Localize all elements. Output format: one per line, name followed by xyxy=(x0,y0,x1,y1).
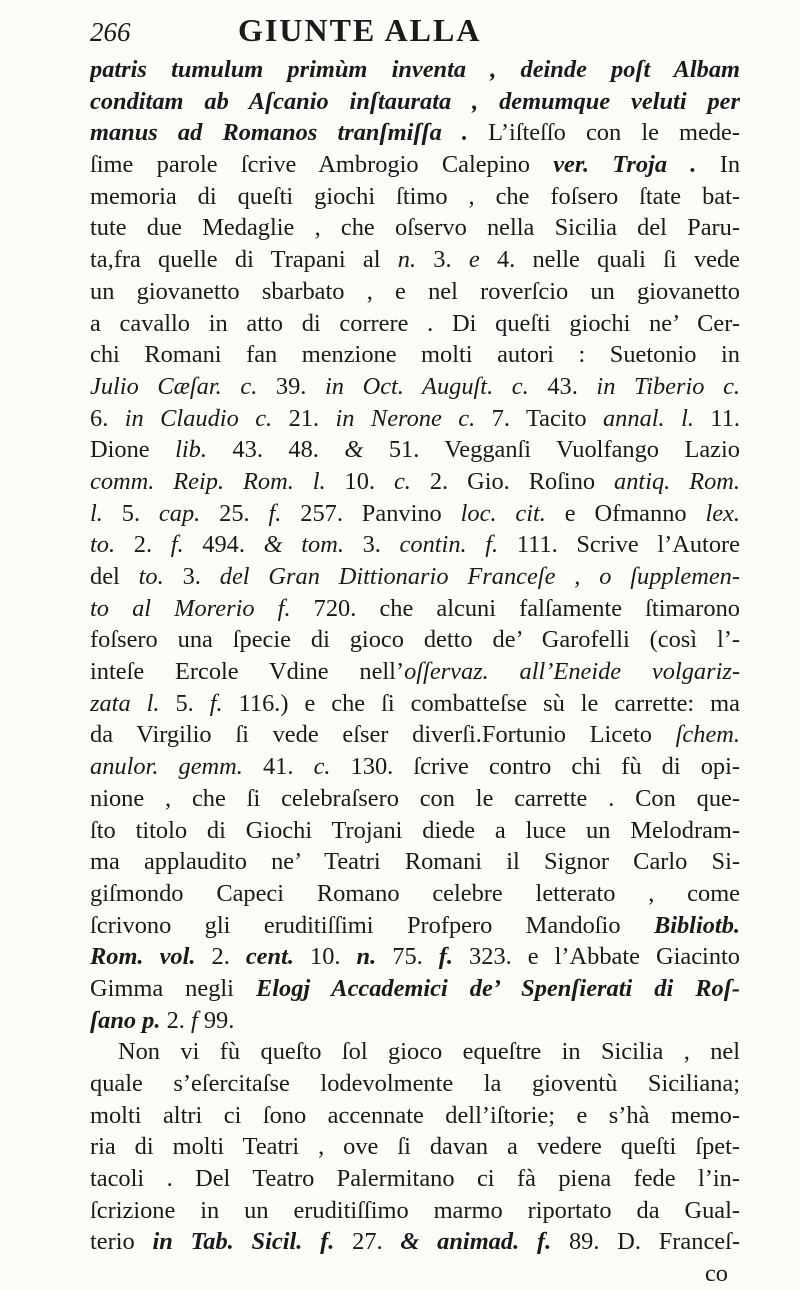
text-line xyxy=(90,434,740,466)
text-segment: 5. xyxy=(102,499,159,527)
text-segment: to. xyxy=(90,531,116,559)
text-segment: ver. Troja . xyxy=(553,151,697,179)
text-segment: & xyxy=(344,436,364,464)
text-line xyxy=(90,941,740,973)
text-segment: 116.) e che ſi combatteſse sù le carrette: ma xyxy=(222,689,740,717)
text-segment: 4. nelle quali ſi vede xyxy=(479,246,740,274)
text-line xyxy=(90,371,740,403)
text-segment: 130. ſcrive contro chi fù di opi- xyxy=(330,753,740,781)
text-segment: ſano p. xyxy=(90,1006,161,1034)
text-segment: Dione xyxy=(90,436,176,464)
text-segment: inteſe Ercole Vdine nell’ xyxy=(90,658,405,686)
text-segment: tacoli . Del Teatro Palermitano ci fà piena fede l’in- xyxy=(90,1165,740,1193)
text-segment: ſchem. xyxy=(675,721,740,749)
text-line xyxy=(90,561,740,593)
text-segment: f. xyxy=(438,943,454,971)
text-line xyxy=(90,846,740,878)
text-segment: n. xyxy=(397,246,417,274)
text-segment: 10. xyxy=(293,943,357,971)
text-segment: 43. 48. xyxy=(206,436,345,464)
text-segment: e xyxy=(468,246,480,274)
text-segment: 257. Panvino xyxy=(281,499,461,527)
text-line xyxy=(90,783,740,815)
text-segment: 2. Gio. Roſino xyxy=(410,467,615,495)
text-segment: & animad. f. xyxy=(400,1228,552,1256)
text-segment: In xyxy=(696,151,740,179)
text-segment: ſto titolo di Giochi Trojani diede a luce un Melodram- xyxy=(90,816,740,844)
text-segment: a cavallo in atto di correre . Di queſti giochi ne’ Cer- xyxy=(90,309,740,337)
text-segment: zata l. xyxy=(90,689,160,717)
text-line xyxy=(90,466,740,498)
text-line xyxy=(90,624,740,656)
text-segment: 2. xyxy=(160,1006,191,1034)
text-segment: lib. xyxy=(175,436,207,464)
text-segment: 111. Scrive l’Autore xyxy=(498,531,740,559)
text-segment: 2. xyxy=(195,943,246,971)
text-segment: da Virgilio ſi vede eſser diverſi.Fortunio Liceto xyxy=(90,721,676,749)
text-segment: f xyxy=(190,1006,198,1034)
text-line xyxy=(90,308,740,340)
text-segment: chi Romani fan menzione molti autori : Suetonio in xyxy=(90,341,740,369)
text-line xyxy=(90,973,740,1005)
text-segment: molti altri ci ſono accennate dell’iſtorie; e s’hà memo- xyxy=(90,1101,740,1129)
text-segment: & tom. xyxy=(263,531,344,559)
text-segment: 5. xyxy=(159,689,210,717)
text-segment: 323. e l’Abbate Giacinto xyxy=(453,943,740,971)
text-line xyxy=(90,181,740,213)
text-segment: n. xyxy=(356,943,377,971)
text-line xyxy=(90,719,740,751)
text-segment: L’iſteſſo con le mede- xyxy=(468,119,740,147)
text-line xyxy=(90,1163,740,1195)
text-segment: 41. xyxy=(242,753,314,781)
text-line xyxy=(90,656,740,688)
text-line xyxy=(90,688,740,720)
text-line xyxy=(90,244,740,276)
text-segment: 25. xyxy=(200,499,269,527)
text-segment: in Oct. Auguſt. c. xyxy=(325,372,529,400)
text-segment: e Ofmanno xyxy=(545,499,706,527)
page-number: 266 xyxy=(90,17,131,47)
text-segment: anulor. gemm. xyxy=(90,753,243,781)
text-segment: 10. xyxy=(325,467,394,495)
text-segment: f. xyxy=(268,499,282,527)
text-segment: 3. xyxy=(416,246,469,274)
page-header xyxy=(90,12,760,52)
text-segment: in Tiberio c. xyxy=(596,372,740,400)
text-segment: 6. xyxy=(90,404,125,432)
text-segment: tute due Medaglie , che oſservo nella Sicilia del Paru- xyxy=(90,214,740,242)
text-segment: nione , che ſi celebraſsero con le carrette . Con que- xyxy=(90,784,740,812)
text-line xyxy=(90,593,740,625)
text-line xyxy=(90,910,740,942)
text-segment: 21. xyxy=(272,404,336,432)
text-segment: c. xyxy=(313,753,331,781)
text-segment: lex. xyxy=(705,499,740,527)
text-segment: del xyxy=(90,563,139,590)
text-segment: ria di molti Teatri , ove ſi davan a vedere queſti ſpet- xyxy=(90,1133,740,1161)
text-line xyxy=(90,403,740,435)
text-line xyxy=(90,751,740,783)
text-segment: 2. xyxy=(115,531,171,559)
text-line xyxy=(90,339,740,371)
text-segment: un giovanetto sbarbato , e nel roverſcio un giovanetto xyxy=(90,277,740,305)
text-line xyxy=(90,276,740,308)
text-line xyxy=(90,815,740,847)
text-line xyxy=(90,1131,740,1163)
text-segment: annal. l. xyxy=(602,404,694,432)
text-segment: ſcrizione in un eruditiſſimo marmo riportato da Gual- xyxy=(90,1196,740,1224)
text-segment: Rom. vol. xyxy=(90,943,196,971)
text-line xyxy=(90,54,740,86)
text-segment: in Claudio c. xyxy=(124,404,273,432)
text-segment: quale s’eſercitaſse lodevolmente la gioventù Siciliana; xyxy=(90,1070,740,1097)
text-segment: terio xyxy=(90,1228,153,1256)
text-segment: to. xyxy=(138,563,164,590)
text-segment: l. xyxy=(90,499,103,527)
text-segment: cent. xyxy=(245,943,294,971)
text-line xyxy=(90,212,740,244)
text-segment: conditam ab Aſcanio inſtaurata , demumque veluti per xyxy=(90,87,740,115)
text-segment: oſſervaz. all’Eneide volgariz- xyxy=(404,658,740,686)
text-segment: f. xyxy=(209,689,223,717)
text-line xyxy=(90,529,740,561)
text-segment: 494. xyxy=(183,531,264,559)
text-segment: Non vi fù queſto ſol gioco equeſtre in Sicilia , nel xyxy=(118,1038,740,1066)
text-line xyxy=(90,1258,740,1290)
text-segment: 89. D. Franceſ- xyxy=(551,1228,740,1256)
text-line xyxy=(90,1100,740,1132)
text-segment: in Nerone c. xyxy=(335,404,476,432)
text-line xyxy=(90,1226,740,1258)
text-segment: to al Morerio f. xyxy=(90,594,291,622)
text-segment: memoria di queſti giochi ſtimo , che foſsero ſtate bat- xyxy=(90,182,740,210)
text-segment: 51. Vegganſi Vuolfango Lazio xyxy=(363,436,740,464)
text-segment: antiq. Rom. xyxy=(614,467,740,495)
body-text xyxy=(90,54,740,1290)
text-line xyxy=(90,1195,740,1227)
text-segment: patris tumulum primùm inventa , deinde poſt Albam xyxy=(90,56,740,83)
text-segment: 27. xyxy=(334,1228,401,1256)
text-segment: 3. xyxy=(343,531,400,559)
text-segment: 39. xyxy=(257,372,325,400)
text-segment: 99. xyxy=(197,1006,235,1034)
text-segment: in Tab. Sicil. f. xyxy=(152,1228,335,1256)
text-segment: f. xyxy=(170,531,184,559)
text-segment: ma applaudito ne’ Teatri Romani il Signor Carlo Si- xyxy=(90,848,740,876)
text-segment: 3. xyxy=(163,563,220,590)
text-line xyxy=(90,498,740,530)
text-segment: Elogj Accademici de’ Spenſierati di Roſ- xyxy=(255,974,740,1002)
text-segment: 75. xyxy=(376,943,439,971)
running-head: GIUNTE ALLA xyxy=(238,12,482,48)
text-segment: 720. che alcuni falſamente ſtimarono xyxy=(290,594,740,622)
text-line xyxy=(90,149,740,181)
text-segment: 7. Tacito xyxy=(475,404,603,432)
text-line xyxy=(90,117,740,149)
text-segment: loc. cit. xyxy=(460,499,546,527)
text-segment: Bibliotb. xyxy=(653,911,740,939)
text-line xyxy=(90,1068,740,1100)
text-line xyxy=(90,1036,740,1068)
text-segment: Gimma negli xyxy=(90,974,256,1002)
text-segment: del Gran Dittionario Franceſe , o ſupplemen- xyxy=(219,563,740,590)
text-line xyxy=(90,86,740,118)
text-segment: cap. xyxy=(158,499,201,527)
text-segment: comm. Reip. Rom. l. xyxy=(90,467,326,495)
text-segment: foſsero una ſpecie di gioco detto de’ Garofelli (così l’- xyxy=(90,626,740,654)
text-segment: giſmondo Capeci Romano celebre letterato , come xyxy=(90,879,740,907)
text-segment: 11. xyxy=(693,404,740,432)
text-line xyxy=(90,878,740,910)
text-segment: ſcrivono gli eruditiſſimi Profpero Mandoſio xyxy=(90,911,654,939)
text-segment: c. xyxy=(393,467,411,495)
text-line xyxy=(90,1005,740,1037)
text-segment: co xyxy=(704,1260,728,1288)
text-segment: ta,fra quelle di Trapani al xyxy=(90,246,398,274)
text-segment: manus ad Romanos tranſmiſſa . xyxy=(90,119,469,147)
text-segment: 43. xyxy=(528,372,597,400)
text-segment: contin. f. xyxy=(399,531,499,559)
text-segment: Julio Cæſar. c. xyxy=(90,372,258,400)
text-segment: ſime parole ſcrive Ambrogio Calepino xyxy=(90,151,554,179)
